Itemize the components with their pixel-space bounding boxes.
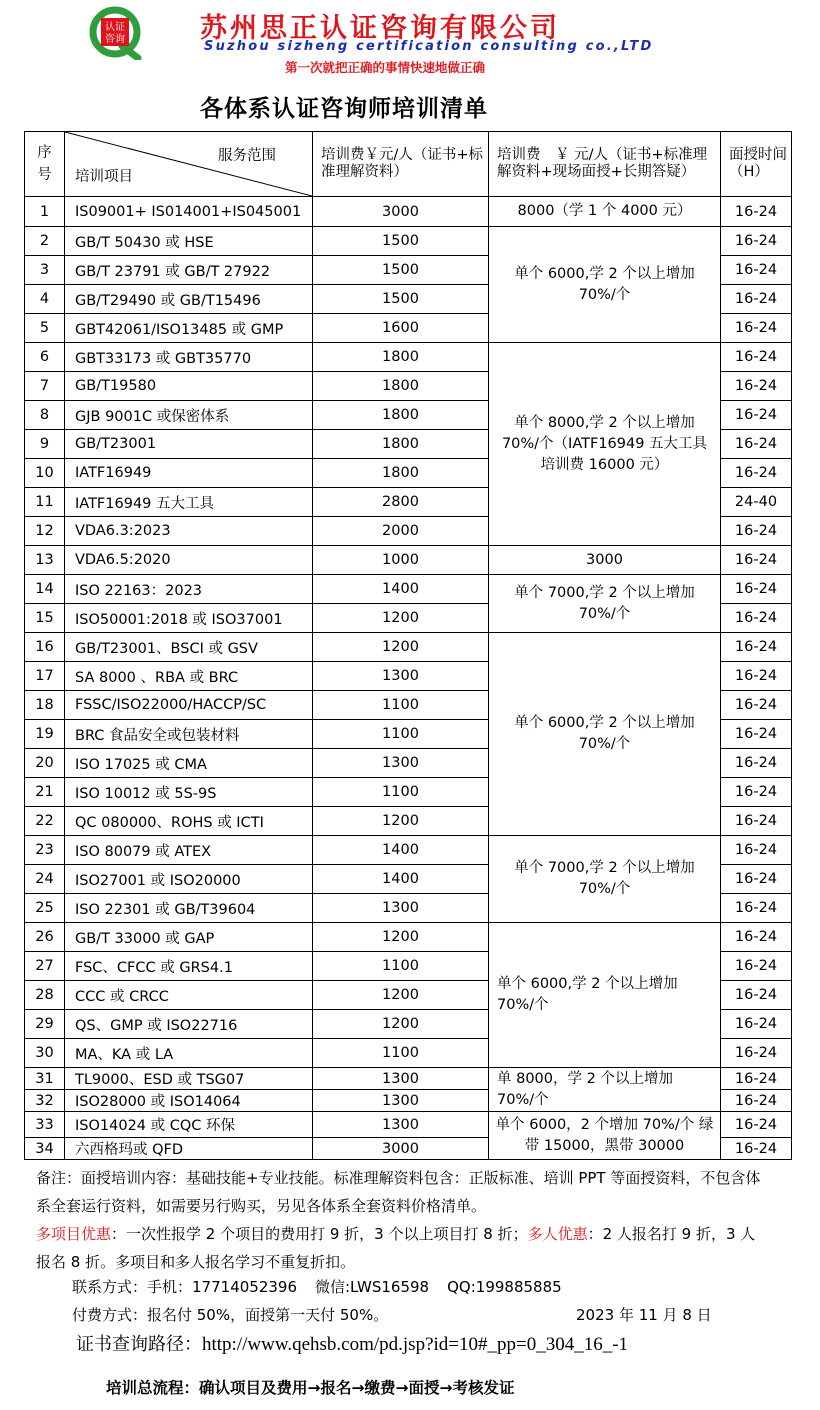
company-name-cn: 苏州思正认证咨询有限公司	[200, 13, 560, 44]
row-hours: 16-24	[721, 923, 792, 952]
header-scope-label: 服务范围	[218, 148, 276, 164]
row-training-item: BRC 食品安全或包装材料	[65, 720, 313, 749]
row-fee: 1300	[313, 1112, 489, 1138]
row-training-item: IATF16949	[65, 459, 313, 488]
row-fee: 1100	[313, 778, 489, 807]
row-hours: 16-24	[721, 459, 792, 488]
header-fee: 培训费￥元/人（证书+标准理解资料）	[313, 132, 489, 197]
row-hours: 16-24	[721, 372, 792, 401]
row-hours: 16-24	[721, 343, 792, 372]
row-number: 18	[25, 691, 65, 720]
row-hours: 16-24	[721, 1068, 792, 1090]
row-hours: 16-24	[721, 1039, 792, 1068]
row-fee: 1800	[313, 343, 489, 372]
company-slogan: 第一次就把正确的事情快速地做正确	[285, 60, 486, 75]
document-date: 2023 年 11 月 8 日	[576, 1306, 712, 1324]
row-hours: 16-24	[721, 749, 792, 778]
row-number: 26	[25, 923, 65, 952]
row-number: 29	[25, 1010, 65, 1039]
row-hours: 16-24	[721, 227, 792, 256]
row-fee: 1200	[313, 807, 489, 836]
row-hours: 16-24	[721, 981, 792, 1010]
row-package-fee: 单个 6000，2 个增加 70%/个 绿带 15000，黑带 30000	[489, 1112, 721, 1160]
row-training-item: ISO 22163：2023	[65, 575, 313, 604]
row-hours: 16-24	[721, 575, 792, 604]
row-hours: 16-24	[721, 256, 792, 285]
row-training-item: QS、GMP 或 ISO22716	[65, 1010, 313, 1039]
row-package-fee: 单个 6000,学 2 个以上增加 70%/个	[489, 633, 721, 836]
row-fee: 1800	[313, 459, 489, 488]
row-number: 34	[25, 1138, 65, 1160]
payment-terms: 付费方式：报名付 50%，面授第一天付 50%。	[72, 1306, 389, 1324]
row-hours: 16-24	[721, 604, 792, 633]
contact-qq: QQ:199885885	[447, 1278, 562, 1296]
row-hours: 16-24	[721, 720, 792, 749]
row-number: 6	[25, 343, 65, 372]
row-number: 27	[25, 952, 65, 981]
multi-project-text: ：一次性报学 2 个项目的费用打 9 折，3 个以上项目打 8 折；	[111, 1225, 528, 1243]
row-number: 22	[25, 807, 65, 836]
row-hours: 16-24	[721, 865, 792, 894]
row-training-item: ISO 80079 或 ATEX	[65, 836, 313, 865]
row-hours: 16-24	[721, 1138, 792, 1160]
contact-wechat: 微信:LWS16598	[315, 1278, 430, 1296]
table-row	[25, 923, 792, 952]
table-row	[25, 633, 792, 662]
row-training-item: GB/T19580	[65, 372, 313, 401]
row-number: 13	[25, 546, 65, 575]
row-fee: 1400	[313, 865, 489, 894]
logo-text-top: 认证	[105, 22, 125, 33]
row-number: 3	[25, 256, 65, 285]
row-hours: 16-24	[721, 952, 792, 981]
row-fee: 1100	[313, 720, 489, 749]
training-price-table	[24, 131, 792, 1160]
row-number: 8	[25, 401, 65, 430]
row-number: 17	[25, 662, 65, 691]
row-training-item: VDA6.3:2023	[65, 517, 313, 546]
row-hours: 16-24	[721, 1112, 792, 1138]
row-number: 19	[25, 720, 65, 749]
row-training-item: IATF16949 五大工具	[65, 488, 313, 517]
row-fee: 1400	[313, 575, 489, 604]
table-row	[25, 227, 792, 256]
row-training-item: ISO 17025 或 CMA	[65, 749, 313, 778]
row-training-item: GJB 9001C 或保密体系	[65, 401, 313, 430]
row-number: 1	[25, 197, 65, 227]
row-fee: 1200	[313, 923, 489, 952]
row-number: 14	[25, 575, 65, 604]
row-hours: 16-24	[721, 546, 792, 575]
row-training-item: GBT42061/ISO13485 或 GMP	[65, 314, 313, 343]
logo-text-bottom: 咨询	[105, 34, 125, 45]
row-training-item: QC 080000、ROHS 或 ICTI	[65, 807, 313, 836]
table-row	[25, 197, 792, 227]
row-fee: 1500	[313, 227, 489, 256]
table-row	[25, 1068, 792, 1090]
header-scope-item	[65, 132, 313, 197]
row-hours: 16-24	[721, 517, 792, 546]
row-package-fee: 单个 7000,学 2 个以上增加 70%/个	[489, 836, 721, 923]
row-hours: 16-24	[721, 430, 792, 459]
row-hours: 16-24	[721, 1010, 792, 1039]
row-number: 15	[25, 604, 65, 633]
contact-line	[72, 1276, 580, 1297]
row-number: 33	[25, 1112, 65, 1138]
row-hours: 16-24	[721, 807, 792, 836]
row-hours: 16-24	[721, 1090, 792, 1112]
row-number: 20	[25, 749, 65, 778]
row-training-item: GB/T 33000 或 GAP	[65, 923, 313, 952]
row-hours: 16-24	[721, 836, 792, 865]
row-training-item: 六西格玛或 QFD	[65, 1138, 313, 1160]
row-number: 7	[25, 372, 65, 401]
row-hours: 16-24	[721, 633, 792, 662]
row-fee: 1800	[313, 401, 489, 430]
header-hours: 面授时间（H）	[721, 132, 792, 197]
row-number: 28	[25, 981, 65, 1010]
training-process: 培训总流程：确认项目及费用→报名→缴费→面授→考核发证	[106, 1379, 515, 1397]
row-package-fee: 单 8000，学 2 个以上增加 70%/个	[489, 1068, 721, 1112]
certificate-query	[76, 1330, 628, 1356]
row-training-item: ISO 10012 或 5S-9S	[65, 778, 313, 807]
table-row	[25, 575, 792, 604]
row-hours: 24-40	[721, 488, 792, 517]
row-hours: 16-24	[721, 314, 792, 343]
row-package-fee: 单个 7000,学 2 个以上增加 70%/个	[489, 575, 721, 633]
row-training-item: ISO28000 或 ISO14064	[65, 1090, 313, 1112]
row-hours: 16-24	[721, 778, 792, 807]
table-row	[25, 1112, 792, 1138]
row-fee: 1200	[313, 633, 489, 662]
row-fee: 1300	[313, 662, 489, 691]
contact-phone: 手机：17714052396	[147, 1278, 297, 1296]
row-fee: 3000	[313, 1138, 489, 1160]
row-fee: 1200	[313, 981, 489, 1010]
row-package-fee: 单个 6000,学 2 个以上增加 70%/个	[489, 227, 721, 343]
row-number: 25	[25, 894, 65, 923]
row-number: 31	[25, 1068, 65, 1090]
row-fee: 1300	[313, 894, 489, 923]
row-number: 2	[25, 227, 65, 256]
row-package-fee: 3000	[489, 546, 721, 575]
multi-project-label: 多项目优惠	[36, 1225, 112, 1243]
table-row	[25, 836, 792, 865]
query-label: 证书查询路径：	[76, 1334, 202, 1355]
row-training-item: GB/T23001	[65, 430, 313, 459]
row-fee: 1200	[313, 604, 489, 633]
company-name-en: Suzhou sizheng certification consulting co.,LTD	[204, 39, 654, 54]
row-number: 24	[25, 865, 65, 894]
row-training-item: TL9000、ESD 或 TSG07	[65, 1068, 313, 1090]
company-logo	[86, 6, 144, 60]
row-number: 30	[25, 1039, 65, 1068]
row-number: 4	[25, 285, 65, 314]
notes-section	[36, 1164, 766, 1276]
row-package-fee: 8000（学 1 个 4000 元）	[489, 197, 721, 227]
row-training-item: GB/T29490 或 GB/T15496	[65, 285, 313, 314]
row-training-item: GB/T 23791 或 GB/T 27922	[65, 256, 313, 285]
query-url-link[interactable]: http://www.qehsb.com/pd.jsp?id=10#_pp=0_304_16_-1	[202, 1334, 629, 1355]
header-package-fee: 培训费 ￥ 元/人（证书+标准理解资料+现场面授+长期答疑）	[489, 132, 721, 197]
row-fee: 1000	[313, 546, 489, 575]
row-fee: 3000	[313, 197, 489, 227]
row-hours: 16-24	[721, 197, 792, 227]
row-number: 9	[25, 430, 65, 459]
table-row	[25, 343, 792, 372]
row-fee: 1100	[313, 691, 489, 720]
row-fee: 1800	[313, 372, 489, 401]
row-hours: 16-24	[721, 285, 792, 314]
row-hours: 16-24	[721, 894, 792, 923]
row-training-item: GB/T23001、BSCI 或 GSV	[65, 633, 313, 662]
header-num: 序 号	[25, 132, 65, 197]
row-hours: 16-24	[721, 401, 792, 430]
row-fee: 1500	[313, 256, 489, 285]
row-training-item: ISO 22301 或 GB/T39604	[65, 894, 313, 923]
table-row	[25, 546, 792, 575]
row-fee: 1300	[313, 1090, 489, 1112]
row-fee: 1500	[313, 285, 489, 314]
row-fee: 2800	[313, 488, 489, 517]
row-package-fee: 单个 8000,学 2 个以上增加 70%/个（IATF16949 五大工具培训费 16000 元）	[489, 343, 721, 546]
row-training-item: CCC 或 CRCC	[65, 981, 313, 1010]
table-header-row	[25, 132, 792, 197]
row-fee: 1600	[313, 314, 489, 343]
row-training-item: ISO14024 或 CQC 环保	[65, 1112, 313, 1138]
row-fee: 1300	[313, 749, 489, 778]
row-number: 21	[25, 778, 65, 807]
row-package-fee: 单个 6000,学 2 个以上增加 70%/个	[489, 923, 721, 1068]
row-number: 11	[25, 488, 65, 517]
contact-label: 联系方式：	[72, 1278, 148, 1296]
discount-text	[36, 1220, 766, 1276]
row-hours: 16-24	[721, 662, 792, 691]
row-training-item: ISO27001 或 ISO20000	[65, 865, 313, 894]
row-training-item: FSSC/ISO22000/HACCP/SC	[65, 691, 313, 720]
row-number: 12	[25, 517, 65, 546]
row-fee: 1300	[313, 1068, 489, 1090]
row-fee: 1200	[313, 1010, 489, 1039]
row-number: 10	[25, 459, 65, 488]
row-number: 5	[25, 314, 65, 343]
row-training-item: IS09001+ IS014001+IS045001	[65, 197, 313, 227]
row-training-item: ISO50001:2018 或 ISO37001	[65, 604, 313, 633]
header-item-label: 培训项目	[75, 169, 133, 185]
row-number: 32	[25, 1090, 65, 1112]
row-fee: 1100	[313, 952, 489, 981]
page-title: 各体系认证咨询师培训清单	[200, 96, 488, 122]
row-fee: 2000	[313, 517, 489, 546]
row-fee: 1400	[313, 836, 489, 865]
row-training-item: MA、KA 或 LA	[65, 1039, 313, 1068]
row-training-item: SA 8000 、RBA 或 BRC	[65, 662, 313, 691]
row-number: 23	[25, 836, 65, 865]
multi-people-text: ：2 人报名打 9 折，3 人报名 8 折。多项目和多人报名学习不重复折扣。	[36, 1225, 756, 1271]
remark-text: 备注：面授培训内容：基础技能+专业技能。标准理解资料包含：正版标准、培训 PPT 等面授资料，不包含体系全套运行资料，如需要另行购买，另见各体系全套资料价格清单。	[36, 1169, 761, 1215]
row-number: 16	[25, 633, 65, 662]
multi-people-label: 多人优惠	[527, 1225, 588, 1243]
row-training-item: FSC、CFCC 或 GRS4.1	[65, 952, 313, 981]
row-fee: 1100	[313, 1039, 489, 1068]
row-training-item: GBT33173 或 GBT35770	[65, 343, 313, 372]
row-hours: 16-24	[721, 691, 792, 720]
row-fee: 1800	[313, 430, 489, 459]
row-training-item: GB/T 50430 或 HSE	[65, 227, 313, 256]
row-training-item: VDA6.5:2020	[65, 546, 313, 575]
